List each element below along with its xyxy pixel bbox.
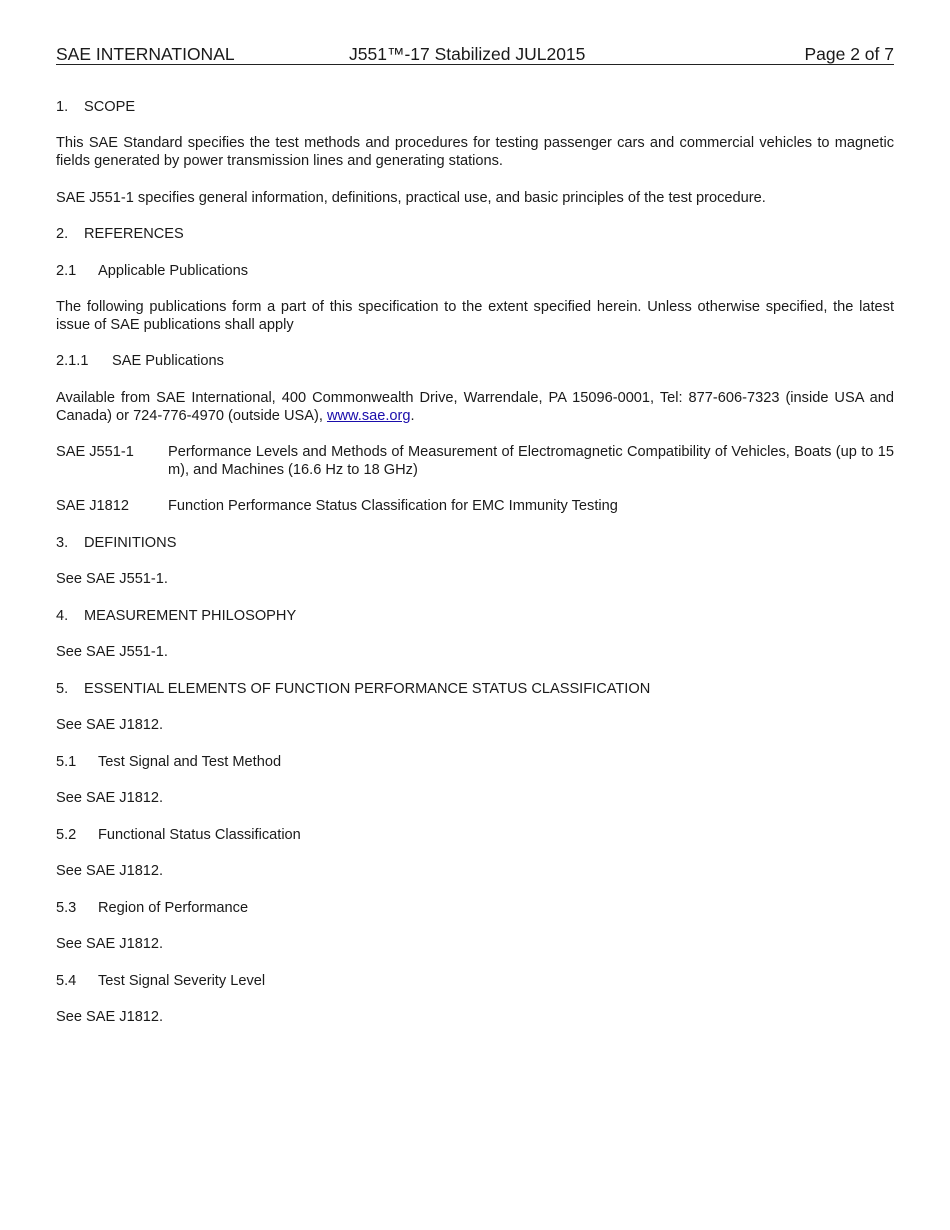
section-title: REFERENCES	[84, 226, 184, 242]
section-5-2-paragraph: See SAE J1812.	[56, 863, 164, 879]
section-2-1-1-heading	[56, 352, 894, 370]
header-organization: SAE INTERNATIONAL	[56, 44, 235, 64]
page-header	[56, 44, 894, 65]
section-2-1-heading	[56, 262, 894, 280]
section-5-2-heading	[56, 826, 894, 844]
section-number: 5.3	[56, 900, 77, 916]
sae-publications-paragraph	[56, 389, 894, 425]
section-title: DEFINITIONS	[84, 535, 177, 551]
section-number: 2.1	[56, 263, 77, 279]
section-2-heading	[56, 225, 894, 243]
measurement-philosophy-paragraph: See SAE J551-1.	[56, 644, 168, 660]
applicable-publications-paragraph: The following publications form a part of this specification to the extent specified herein. Unless otherwise specified, the latest issue of SAE publications shall apply	[56, 299, 894, 333]
section-number: 2.	[56, 226, 69, 242]
section-4-heading	[56, 607, 894, 625]
reference-code: SAE J551-1	[56, 444, 134, 460]
reference-title: Performance Levels and Methods of Measurement of Electromagnetic Compatibility of Vehicles, Boats (up to 15 m), and Machines (16.6 Hz to 18 GHz)	[168, 444, 894, 478]
section-number: 4.	[56, 608, 69, 624]
section-title: SCOPE	[84, 99, 136, 115]
section-number: 5.2	[56, 827, 77, 843]
section-number: 5.1	[56, 754, 77, 770]
reference-title: Function Performance Status Classification for EMC Immunity Testing	[168, 498, 618, 514]
sae-website-link[interactable]: www.sae.org	[326, 408, 411, 424]
scope-paragraph-1: This SAE Standard specifies the test methods and procedures for testing passenger cars and commercial vehicles to magnetic fields generated by power transmission lines and generating stations.	[56, 135, 894, 169]
section-5-paragraph: See SAE J1812.	[56, 717, 164, 733]
header-page-number: Page 2 of 7	[804, 44, 894, 64]
section-1-heading	[56, 98, 894, 116]
section-number: 1.	[56, 99, 69, 115]
section-title: Test Signal and Test Method	[98, 754, 282, 770]
section-title: Applicable Publications	[98, 263, 249, 279]
availability-text: Available from SAE International, 400 Commonwealth Drive, Warrendale, PA 15096-0001, Tel: 877-606-7323 (inside USA and Canada) or 724-776-4970 (outside USA),	[56, 390, 894, 424]
scope-paragraph-2: SAE J551-1 specifies general information, definitions, practical use, and basic principles of the test procedure.	[56, 190, 766, 206]
section-number: 5.4	[56, 973, 77, 989]
section-5-4-paragraph: See SAE J1812.	[56, 1009, 164, 1025]
section-number: 2.1.1	[56, 353, 89, 369]
section-title: MEASUREMENT PHILOSOPHY	[84, 608, 297, 624]
section-title: ESSENTIAL ELEMENTS OF FUNCTION PERFORMANCE STATUS CLASSIFICATION	[84, 681, 651, 697]
section-5-1-heading	[56, 753, 894, 771]
section-5-3-paragraph: See SAE J1812.	[56, 936, 164, 952]
definitions-paragraph: See SAE J551-1.	[56, 571, 168, 587]
header-document-id: J551™-17 Stabilized JUL2015	[349, 44, 586, 64]
section-title: SAE Publications	[112, 353, 224, 369]
section-title: Test Signal Severity Level	[98, 973, 266, 989]
paragraph-end: .	[410, 408, 415, 424]
reference-code: SAE J1812	[56, 498, 130, 514]
section-5-3-heading	[56, 899, 894, 917]
section-title: Region of Performance	[98, 900, 249, 916]
section-number: 3.	[56, 535, 69, 551]
section-3-heading	[56, 534, 894, 552]
section-5-1-paragraph: See SAE J1812.	[56, 790, 164, 806]
section-title: Functional Status Classification	[98, 827, 301, 843]
section-5-heading	[56, 680, 894, 698]
section-number: 5.	[56, 681, 69, 697]
section-5-4-heading	[56, 972, 894, 990]
